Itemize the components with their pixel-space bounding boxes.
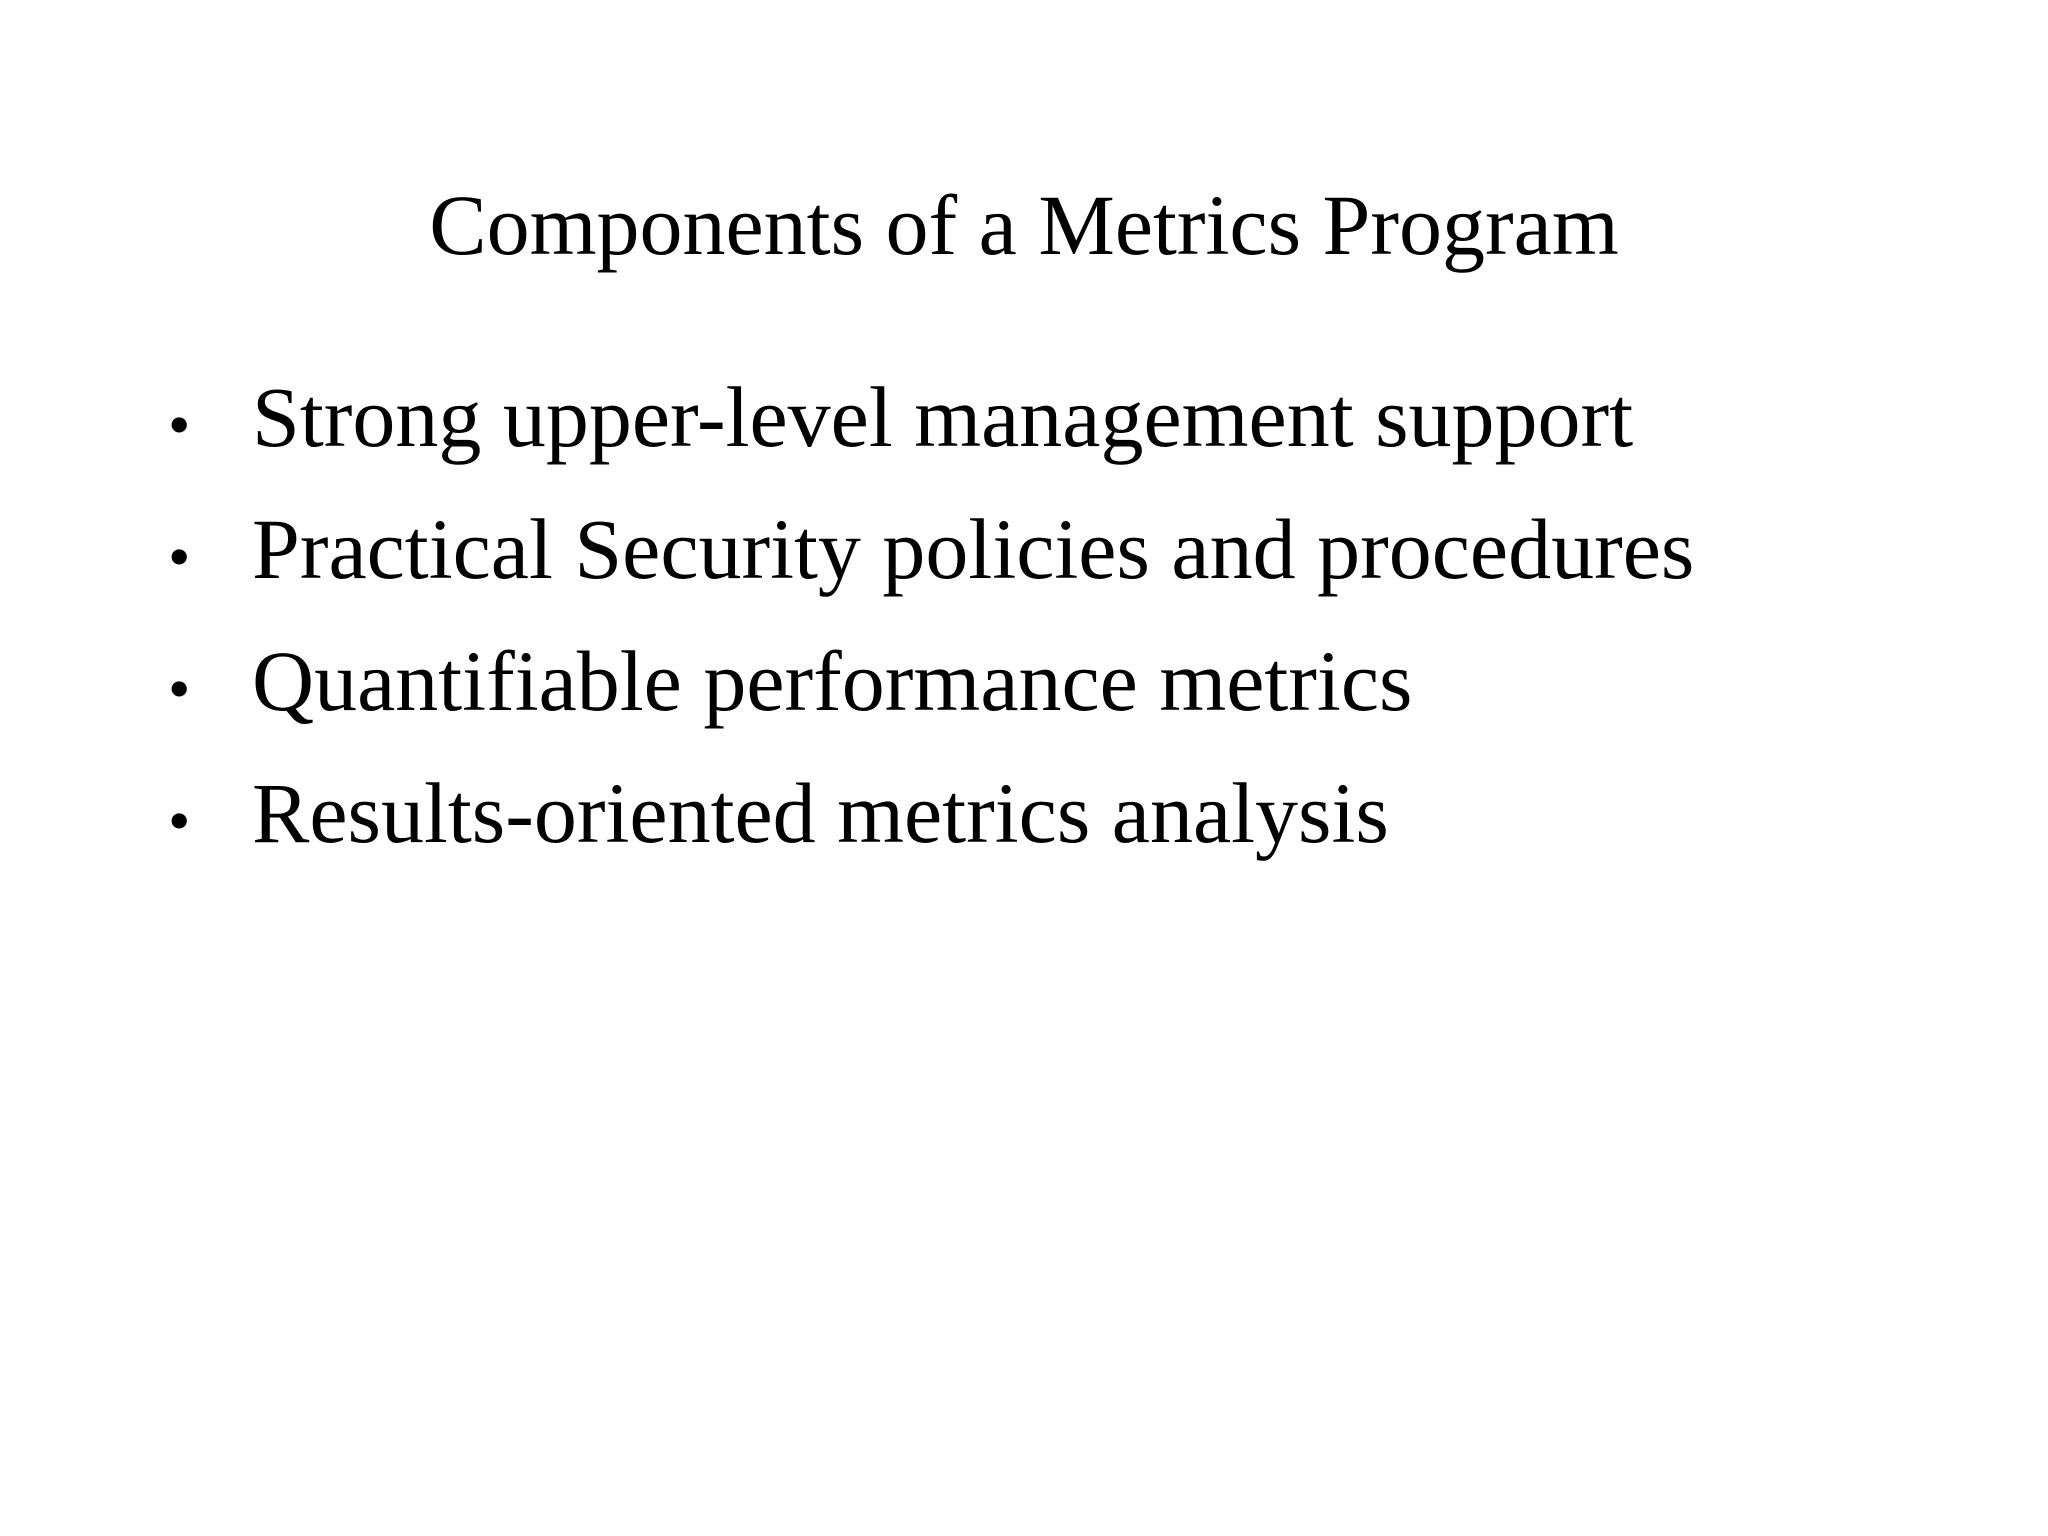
bullet-item: [168, 494, 1694, 626]
bullet-item: [168, 362, 1694, 494]
bullet-item: [168, 758, 1694, 890]
bullet-icon: •: [168, 785, 191, 856]
bullet-text: Practical Security policies and procedures: [252, 501, 1695, 597]
bullet-item: [168, 626, 1694, 758]
slide-title: Components of a Metrics Program: [429, 177, 1619, 273]
bullet-text: Strong upper-level management support: [252, 369, 1634, 465]
bullet-text: Quantifiable performance metrics: [252, 633, 1413, 729]
bullet-list: [168, 362, 1694, 890]
bullet-icon: •: [168, 521, 191, 592]
bullet-text: Results-oriented metrics analysis: [252, 765, 1389, 861]
bullet-icon: •: [168, 389, 191, 460]
bullet-icon: •: [168, 653, 191, 724]
